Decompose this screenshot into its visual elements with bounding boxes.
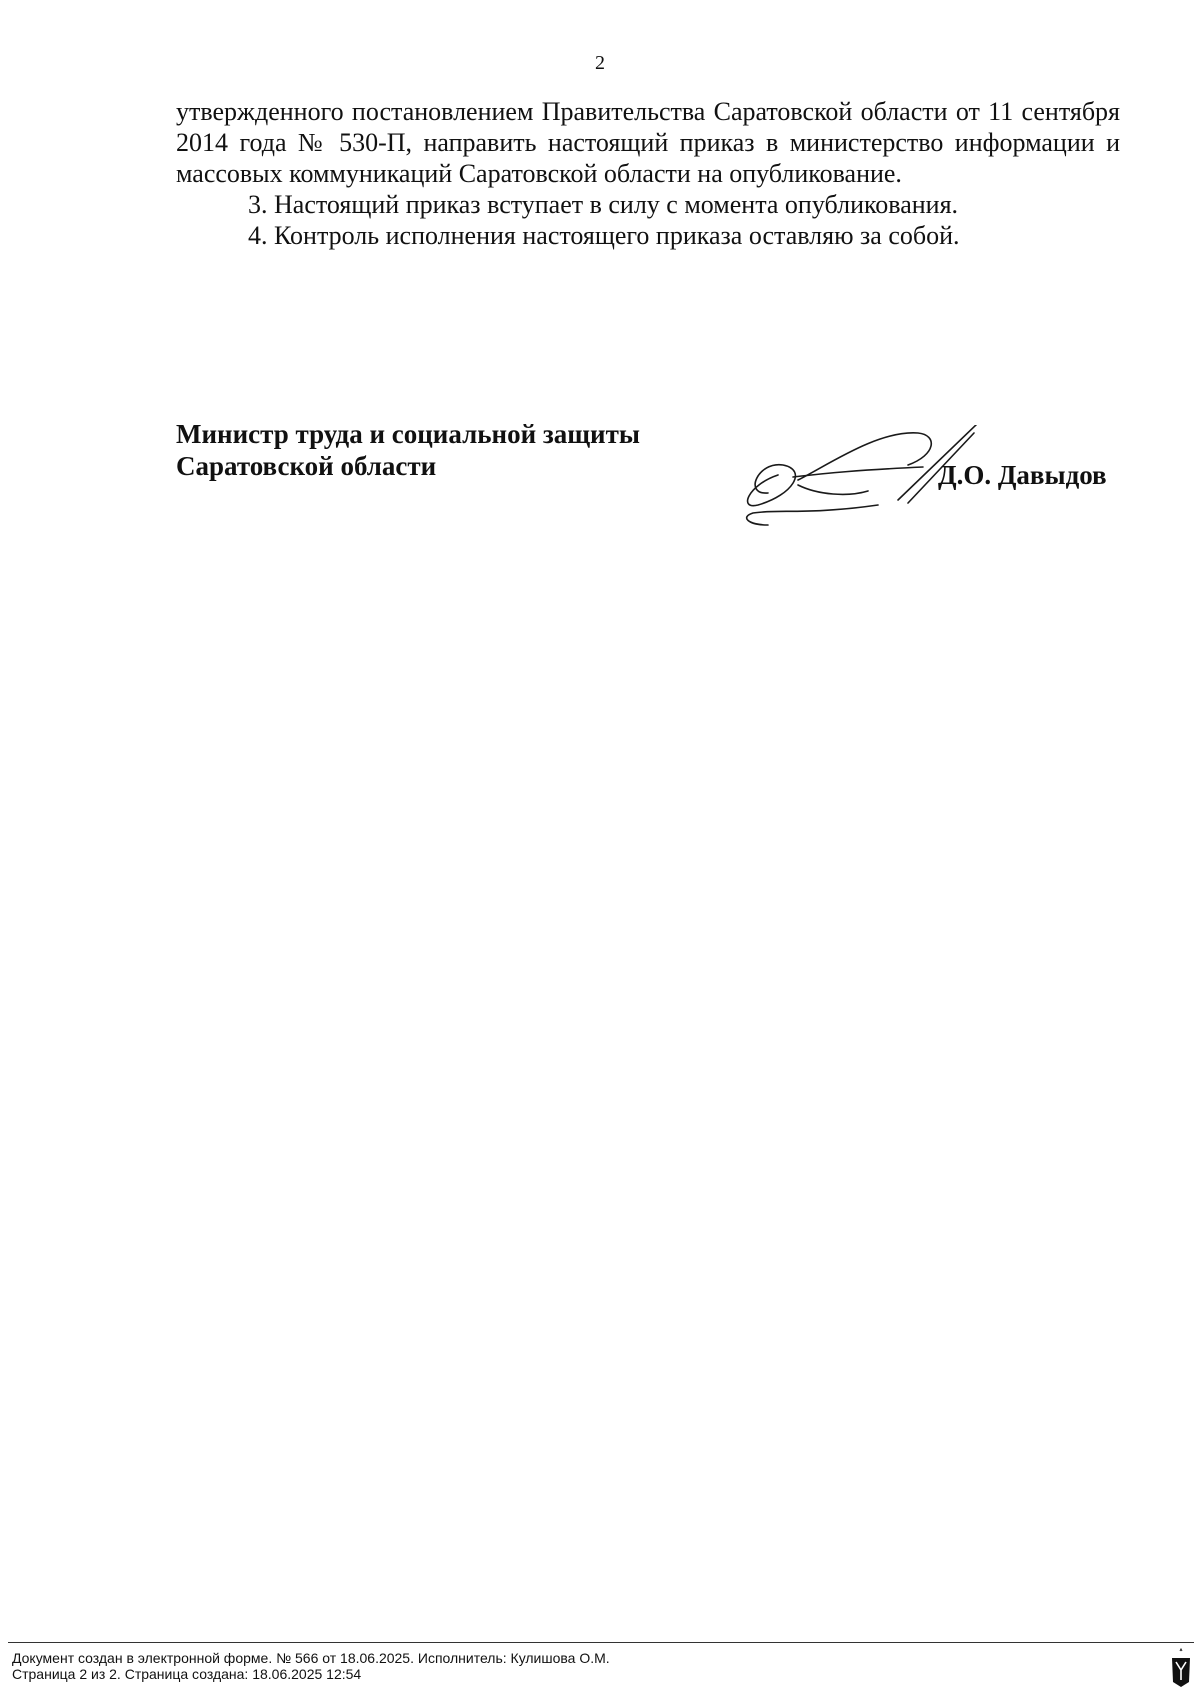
signatory-position-line-2: Саратовской области <box>176 451 437 481</box>
footer-line-1: Документ создан в электронной форме. № 566 от 18.06.2025. Исполнитель: Кулишова О.М. <box>12 1650 610 1666</box>
footer-info <box>12 1650 610 1682</box>
signatory-position <box>176 418 640 482</box>
paragraph-item-4: 4. Контроль исполнения настоящего приказа оставляю за собой. <box>248 221 960 250</box>
paragraph-continuation: утвержденного постановлением Правительства Саратовской области от 11 сентября 2014 года № 530-П, направить настоящий приказ в министерство информации и массовых коммуникаций Саратовской области на опубликование. <box>176 97 1120 188</box>
regional-emblem-icon <box>1168 1648 1194 1688</box>
document-body <box>176 96 1120 251</box>
footer-line-2: Страница 2 из 2. Страница создана: 18.06.2025 12:54 <box>12 1666 362 1682</box>
page-number: 2 <box>595 52 605 74</box>
signatory-position-line-1: Министр труда и социальной защиты <box>176 419 640 449</box>
signatory-name: Д.О. Давыдов <box>938 460 1107 490</box>
paragraph-item-3: 3. Настоящий приказ вступает в силу с момента опубликования. <box>248 190 959 219</box>
footer-divider <box>8 1642 1194 1643</box>
